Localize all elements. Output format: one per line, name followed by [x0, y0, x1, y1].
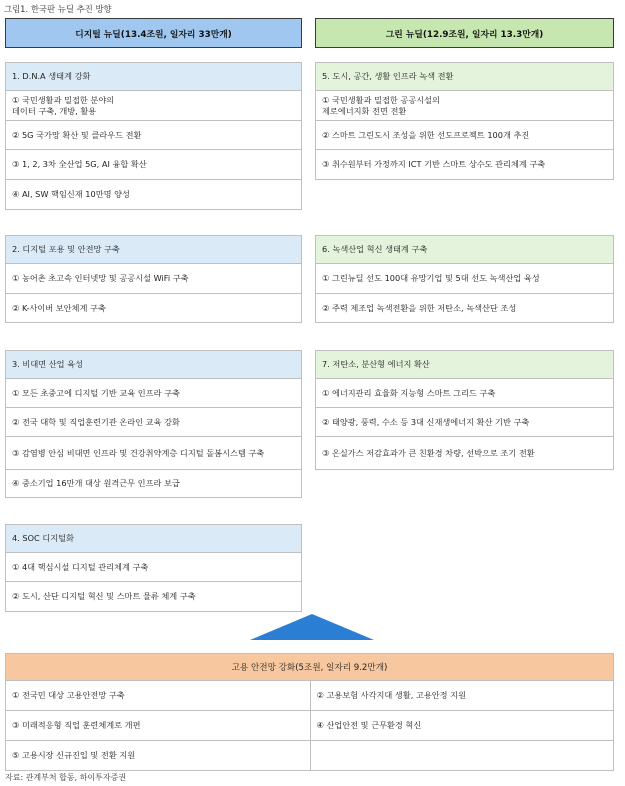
group-item: ④ 중소기업 16만개 대상 원격근무 인프라 보급: [6, 470, 301, 498]
group-item: ③ 온실가스 저감효과가 큰 친환경 차량, 선박으로 조기 전환: [316, 437, 613, 470]
group-title: 1. D.N.A 생태계 강화: [6, 63, 301, 91]
employment-item: ⑤ 고용시장 신규진입 및 전환 지원: [12, 750, 136, 760]
group-item: ② 도시, 산단 디지털 혁신 및 스마트 물류 체계 구축: [6, 582, 301, 612]
group-item: ① 그린뉴딜 선도 100대 유망기업 및 5대 선도 녹색산업 육성: [316, 264, 613, 294]
figure-caption: 그림1. 한국판 뉴딜 추진 방향: [4, 4, 112, 14]
source-note: 자료: 관계부처 합동, 하이투자증권: [5, 773, 127, 782]
group-item: ④ AI, SW 핵임신재 10만명 양성: [6, 180, 301, 210]
group-item: ③ 감염병 안심 비대면 인프라 및 건강취약계층 디지털 돌봄시스템 구축: [6, 437, 301, 470]
employment-row: [5, 711, 614, 741]
digital-new-deal-header: 디지털 뉴딜(13.4조원, 일자리 33만개): [5, 18, 302, 48]
group-title: 5. 도시, 공간, 생활 인프라 녹색 전환: [316, 63, 613, 91]
green-group-6: [315, 235, 614, 323]
group-item: ② 태양광, 풍력, 수소 등 3대 신재생에너지 확산 기반 구축: [316, 408, 613, 437]
group-item: ① 국민생활과 밀접한 공공시설의 제로에너지화 전면 전환: [316, 91, 613, 121]
group-item: ② 스마트 그린도시 조성을 위한 선도프로젝트 100개 추진: [316, 121, 613, 150]
green-group-7: [315, 350, 614, 470]
group-item: ③ 1, 2, 3차 全산업 5G, AI 융합 확산: [6, 150, 301, 180]
group-item: ② K-사이버 보안체계 구축: [6, 294, 301, 323]
group-title: 6. 녹색산업 혁신 생태계 구축: [316, 236, 613, 264]
group-title: 3. 비대면 산업 육성: [6, 351, 301, 379]
group-item: ① 4대 핵심시설 디지털 관리체계 구축: [6, 553, 301, 582]
digital-group-4: [5, 524, 302, 612]
group-item: ① 모든 초중고에 디지털 기반 교육 인프라 구축: [6, 379, 301, 408]
employment-item: ① 전국민 대상 고용안전망 구축: [12, 690, 125, 700]
digital-group-3: [5, 350, 302, 498]
group-item: ① 국민생활과 밀접한 분야의 데이터 구축, 개방, 활용: [6, 91, 301, 121]
digital-group-2: [5, 235, 302, 323]
group-item: ② 5G 국가망 확산 및 클라우드 전환: [6, 121, 301, 150]
arrow-head: [250, 614, 374, 640]
digital-group-1: [5, 62, 302, 210]
employment-item: ② 고용보험 사각지대 생활, 고용안정 지원: [310, 681, 614, 710]
up-arrow-icon: [250, 614, 374, 640]
employment-item: ④ 산업안전 및 근무환경 혁신: [310, 711, 614, 740]
group-item: ① 에너지관리 효율화 지능형 스마트 그리드 구축: [316, 379, 613, 408]
employment-header: 고용 안전망 강화(5조원, 일자리 9.2만개): [5, 653, 614, 681]
group-item: ③ 취수원부터 가정까지 ICT 기반 스마트 상수도 관리체계 구축: [316, 150, 613, 180]
group-title: 7. 저탄소, 분산형 에너지 확산: [316, 351, 613, 379]
green-group-5: [315, 62, 614, 180]
group-title: 2. 디지털 포용 및 안전망 구축: [6, 236, 301, 264]
green-new-deal-header: 그린 뉴딜(12.9조원, 일자리 13.3만개): [315, 18, 614, 48]
employment-row: [5, 741, 614, 771]
group-item: ① 농어촌 초고속 인터넷망 및 공공시설 WiFi 구축: [6, 264, 301, 294]
employment-empty-cell: [310, 741, 614, 770]
employment-item: ③ 미래적응형 직업 훈련체계로 개편: [12, 720, 141, 730]
employment-row: [5, 681, 614, 711]
group-item: ② 주력 제조업 녹색전환을 위한 저탄소, 녹색산단 조성: [316, 294, 613, 323]
group-title: 4. SOC 디지털화: [6, 525, 301, 553]
group-item: ② 전국 대학 및 직업훈련기관 온라인 교육 강화: [6, 408, 301, 437]
